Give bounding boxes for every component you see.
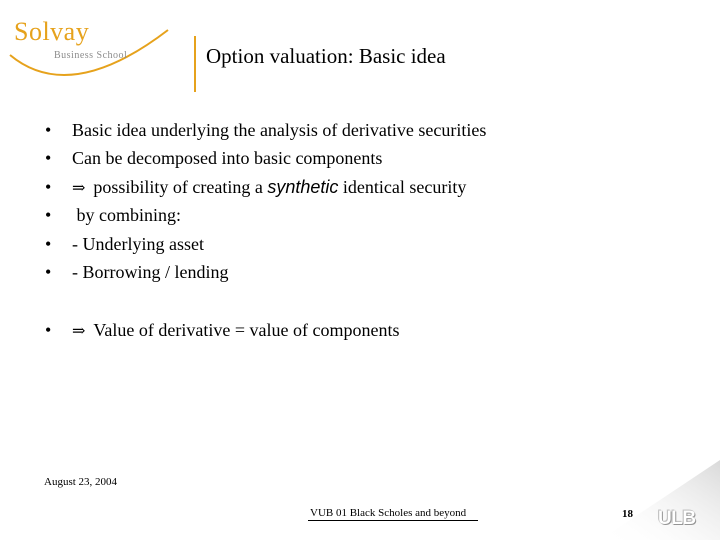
ulb-logo-text: ULB — [658, 508, 696, 529]
footer-date: August 23, 2004 — [44, 476, 118, 488]
bullet-item — [0, 120, 720, 146]
ulb-logo — [658, 508, 706, 530]
footer-title: VUB 01 Black Scholes and beyond — [310, 507, 467, 519]
bullet-item — [0, 320, 720, 346]
bullet-item — [0, 205, 720, 231]
bullet-item — [0, 262, 720, 288]
title-divider — [194, 36, 196, 92]
footer-underline — [308, 520, 478, 521]
implies-arrow-icon: ⇒ — [72, 178, 86, 197]
page-number: 18 — [622, 508, 633, 520]
bullet-item — [0, 148, 720, 174]
implies-arrow-icon: ⇒ — [72, 321, 86, 340]
bullet-text-before: Value of derivative = value of components — [93, 320, 400, 340]
bullet-icon: • — [45, 148, 52, 168]
bullet-text — [72, 320, 399, 341]
slide-title: Option valuation: Basic idea — [206, 44, 446, 68]
bullet-text: Basic idea underlying the analysis of derivative securities — [72, 120, 487, 140]
bullet-text-after: identical security — [338, 177, 467, 197]
solvay-logo — [0, 0, 180, 95]
logo-wordmark: Solvay — [14, 17, 90, 46]
bullet-text: Can be decomposed into basic components — [72, 148, 383, 168]
bullet-icon: • — [45, 234, 52, 254]
bullet-text-italic: synthetic — [267, 177, 339, 197]
bullet-icon: • — [45, 320, 52, 340]
logo-swoosh-icon — [0, 0, 180, 95]
bullet-icon: • — [45, 262, 52, 282]
bullet-item — [0, 234, 720, 260]
bullet-text — [72, 177, 466, 198]
bullet-icon: • — [45, 205, 52, 225]
bullet-icon: • — [45, 120, 52, 140]
bullet-text: - Borrowing / lending — [72, 262, 229, 282]
bullet-icon: • — [45, 177, 52, 197]
bullet-text-before: possibility of creating a — [93, 177, 268, 197]
bullet-text: - Underlying asset — [72, 234, 204, 254]
bullet-text: by combining: — [72, 205, 181, 225]
bullet-item — [0, 177, 720, 203]
logo-subtitle: Business School — [54, 50, 128, 61]
